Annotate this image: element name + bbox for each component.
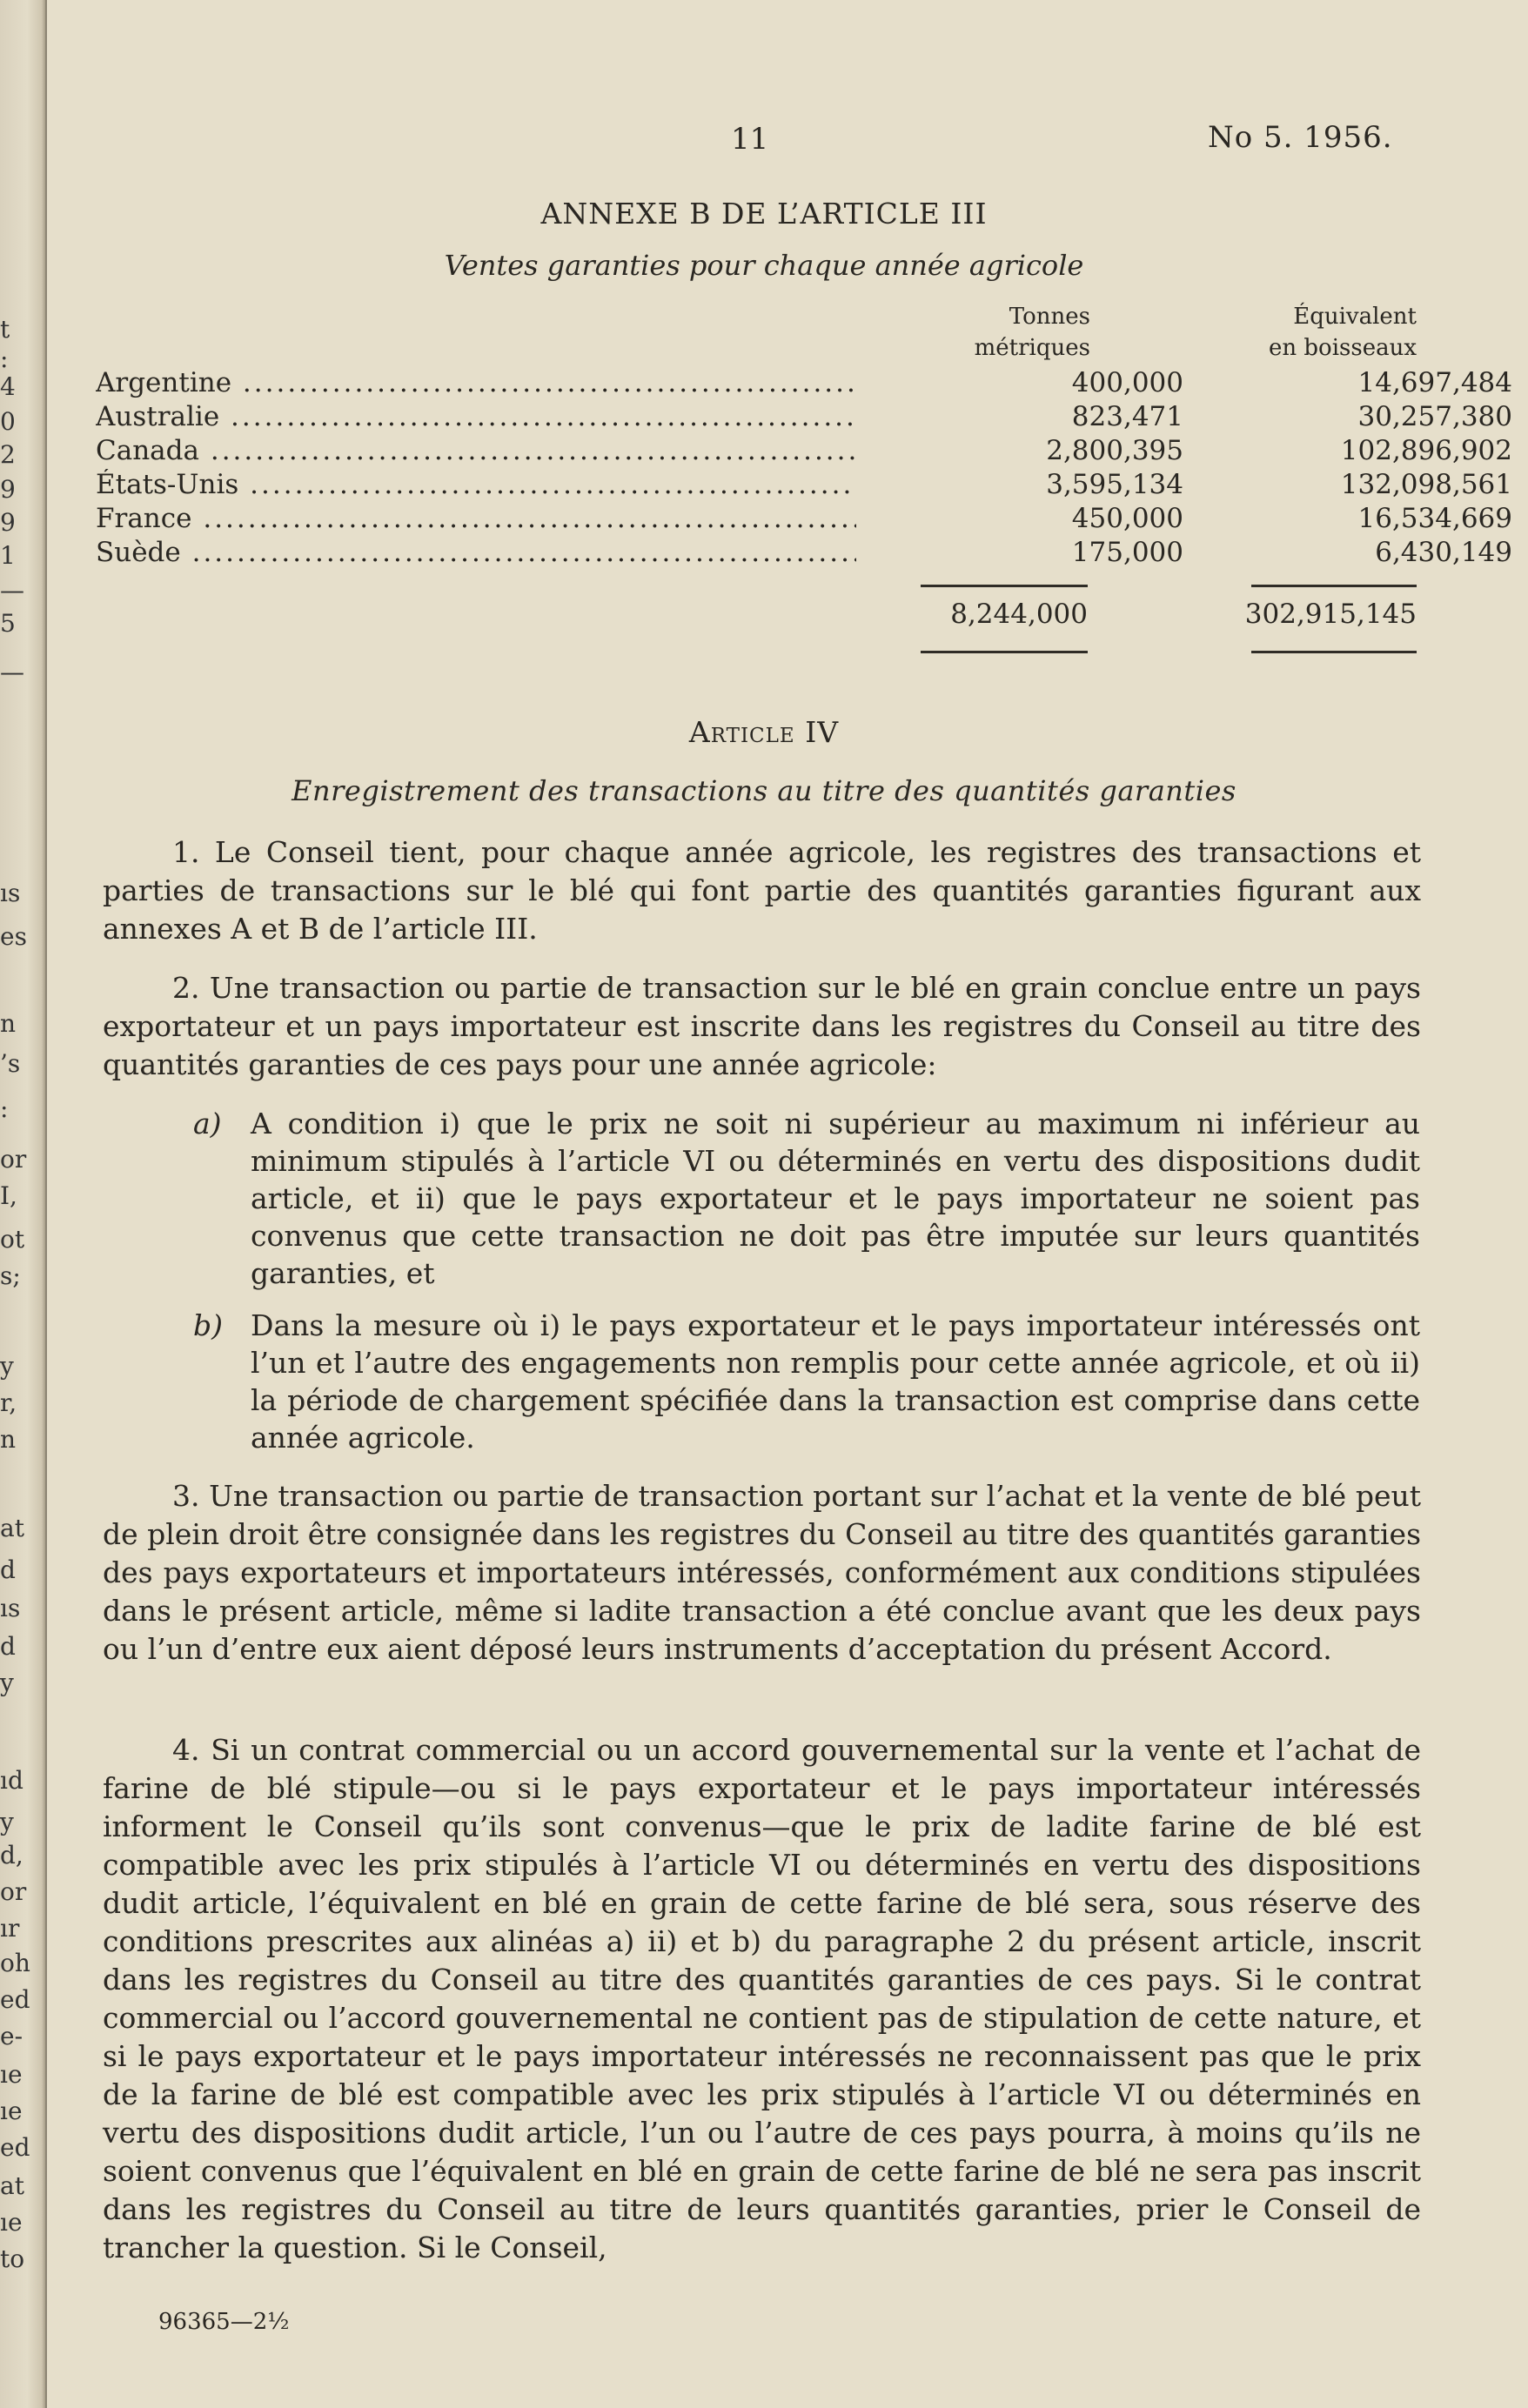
gutter-fragment: n [0, 1425, 17, 1454]
tonnes-value: 400,000 [1071, 367, 1183, 398]
column-header-bushels [1218, 301, 1417, 364]
subparagraph-b-label: b) [193, 1308, 223, 1342]
gutter-fragment: ed [0, 1985, 30, 2014]
paragraph-2: 2. Une transaction ou partie de transaction sur le blé en grain conclue entre un pays exportateur et un pays importateur est inscrite dans les registres du Conseil au titre des quantités garanties de ces pays pour une année agricole: [103, 971, 1421, 1081]
gutter-fragment: n [0, 1009, 17, 1038]
article-heading: Article IV [688, 715, 840, 749]
country-name: États-Unis ..... [96, 469, 856, 500]
gutter-fragment: d, [0, 1841, 23, 1870]
facing-page-gutter [0, 0, 47, 2408]
gutter-fragment: — [0, 658, 24, 686]
gutter-fragment: : [0, 1094, 9, 1123]
paragraph-1: 1. Le Conseil tient, pour chaque année agricole, les registres des transactions et parties de transactions sur le blé qui font partie des quantités garanties figurant aux annexes A et B de l’article III. [103, 835, 1421, 946]
country-name: France ..... [96, 503, 856, 534]
subparagraph-b [193, 1307, 1420, 1456]
gutter-fragment: oh [0, 1949, 30, 1977]
total-rule-bottom-tonnes [921, 651, 1088, 653]
gutter-fragment: : [0, 344, 9, 373]
page-number: 11 [731, 122, 769, 157]
gutter-fragment: 9 [0, 475, 16, 504]
gutter-fragment: at [0, 2171, 24, 2200]
gutter-fragment: 2 [0, 440, 16, 469]
column-header-tonnes-line1: Tonnes [1009, 304, 1090, 330]
gutter-fragment: e- [0, 2022, 23, 2050]
bushels-value: 6,430,149 [1375, 537, 1512, 568]
country-name: Australie ..... [96, 401, 856, 432]
bushels-value: 30,257,380 [1357, 401, 1512, 432]
print-code: 96365—2½ [158, 2309, 290, 2335]
tonnes-value: 3,595,134 [1046, 469, 1183, 500]
bushels-value: 14,697,484 [1357, 367, 1512, 398]
tonnes-value: 2,800,395 [1046, 435, 1183, 466]
gutter-fragment: s; [0, 1261, 21, 1290]
annex-subtitle: Ventes garanties pour chaque année agricole [444, 249, 1084, 282]
gutter-fragment: ıs [0, 1594, 21, 1622]
subparagraph-a-text: A condition i) que le prix ne soit ni supérieur au maximum ni inférieur au minimum stipulés à l’article VI ou déterminés en vertu des dispositions dudit article, et ii) que le pays exportateur et le pays importateur ne soient pas convenus que cette transaction ne doit pas être imputée sur leurs quantités garanties, et [251, 1107, 1420, 1290]
gutter-fragment: 0 [0, 407, 16, 436]
column-header-bushels-line2: en boisseaux [1269, 335, 1417, 361]
paragraph-3: 3. Une transaction ou partie de transaction portant sur l’achat et la vente de blé peut de plein droit être consignée dans les registres du Conseil au titre des quantités garanties des pays exportateurs et importateurs intéressés, conformément aux conditions stipulées dans le présent article, même si ladite transaction a été conclue avant que les deux pays ou l’un d’entre eux aient déposé leurs instruments d’acceptation du présent Accord. [103, 1479, 1422, 1666]
gutter-fragment: ıe [0, 2208, 23, 2237]
gutter-fragment: at [0, 1514, 24, 1542]
table-row [96, 435, 1512, 468]
subparagraph-b-text: Dans la mesure où i) le pays exportateur et le pays importateur intéressés ont l’un et l’autre des engagements non remplis pour cette année agricole, et où ii) la période de chargement spécifiée dans la transaction est comprise dans cette année agricole. [251, 1308, 1420, 1455]
gutter-fragment: ıe [0, 2097, 23, 2125]
bushels-value: 16,534,669 [1357, 503, 1512, 534]
gutter-fragment: y [0, 1352, 14, 1381]
gutter-fragment: 5 [0, 609, 16, 638]
bushels-value: 102,896,902 [1340, 435, 1512, 466]
tonnes-value: 450,000 [1071, 503, 1183, 534]
tonnes-value: 823,471 [1071, 401, 1183, 432]
gutter-fragment: y [0, 1808, 14, 1836]
table-row [96, 503, 1512, 536]
gutter-fragment: es [0, 922, 27, 951]
gutter-fragment: 4 [0, 372, 16, 401]
document-reference: No 5. 1956. [1208, 120, 1393, 155]
gutter-fragment: to [0, 2244, 25, 2273]
article-subheading: Enregistrement des transactions au titre des quantités garanties [292, 774, 1236, 807]
subparagraph-a [193, 1105, 1420, 1292]
gutter-fragment: ed [0, 2133, 30, 2162]
total-rule-top-tonnes [921, 585, 1088, 587]
table-row [96, 401, 1512, 434]
table-row [96, 469, 1512, 502]
gutter-fragment: t [0, 315, 10, 344]
gutter-fragment: y [0, 1669, 14, 1697]
bushels-value: 132,098,561 [1340, 469, 1512, 500]
gutter-fragment: ır [0, 1914, 20, 1943]
country-name: Canada ..... [96, 435, 856, 466]
annex-title: ANNEXE B DE L’ARTICLE III [540, 197, 988, 231]
gutter-fragment: ot [0, 1225, 25, 1254]
gutter-fragment: I, [0, 1181, 17, 1210]
table-row [96, 537, 1512, 570]
gutter-fragment: d [0, 1555, 16, 1584]
column-header-bushels-line1: Équivalent [1293, 304, 1417, 330]
total-bushels: 302,915,145 [1244, 599, 1417, 630]
gutter-fragment: 1 [0, 541, 16, 570]
tonnes-value: 175,000 [1071, 537, 1183, 568]
gutter-fragment: ıe [0, 2060, 23, 2089]
gutter-fragment: ıd [0, 1766, 23, 1795]
gutter-fragment: — [0, 576, 24, 605]
country-name: Suède ..... [96, 537, 856, 568]
gutter-fragment: d [0, 1632, 16, 1661]
table-row [96, 367, 1512, 400]
gutter-fragment: ’s [0, 1049, 21, 1078]
total-rule-top-bushels [1251, 585, 1417, 587]
gutter-fragment: or [0, 1877, 27, 1906]
gutter-fragment: r, [0, 1388, 17, 1417]
gutter-fragment: or [0, 1145, 27, 1174]
country-name: Argentine ..... [96, 367, 856, 398]
gutter-fragment: ıs [0, 879, 21, 907]
subparagraph-a-label: a) [193, 1107, 222, 1140]
column-header-tonnes [940, 301, 1090, 364]
gutter-fragment: 9 [0, 508, 16, 537]
total-tonnes: 8,244,000 [950, 599, 1088, 630]
total-rule-bottom-bushels [1251, 651, 1417, 653]
paragraph-4: 4. Si un contrat commercial ou un accord gouvernemental sur la vente et l’achat de farine de blé stipule—ou si le pays exportateur et le pays importateur intéressés informent le Conseil qu’ils sont convenus—que le prix de ladite farine de blé est compatible avec les prix stipulés à l’article VI ou déterminés en vertu des dispositions dudit article, l’équivalent en blé en grain de cette farine de blé sera, sous réserve des conditions prescrites aux alinéas a) ii) et b) du paragraphe 2 du présent article, inscrit dans les registres du Conseil au titre des quantités garanties de ces pays. Si le contrat commercial ou l’accord gouvernemental ne contient pas de stipulation de cette nature, et si le pays exportateur et le pays importateur intéressés ne reconnaissent pas que le prix de la farine de blé est compatible avec les prix stipulés à l’article VI ou déterminés en vertu des dispositions dudit article, l’un ou l’autre de ces pays pourra, à moins qu’ils ne soient convenus que l’équivalent en blé en grain de cette farine de blé ne sera pas inscrit dans les registres du Conseil au titre de leurs quantités garanties, prier le Conseil de trancher la question. Si le Conseil, [103, 1733, 1421, 2264]
column-header-tonnes-line2: métriques [974, 335, 1090, 361]
